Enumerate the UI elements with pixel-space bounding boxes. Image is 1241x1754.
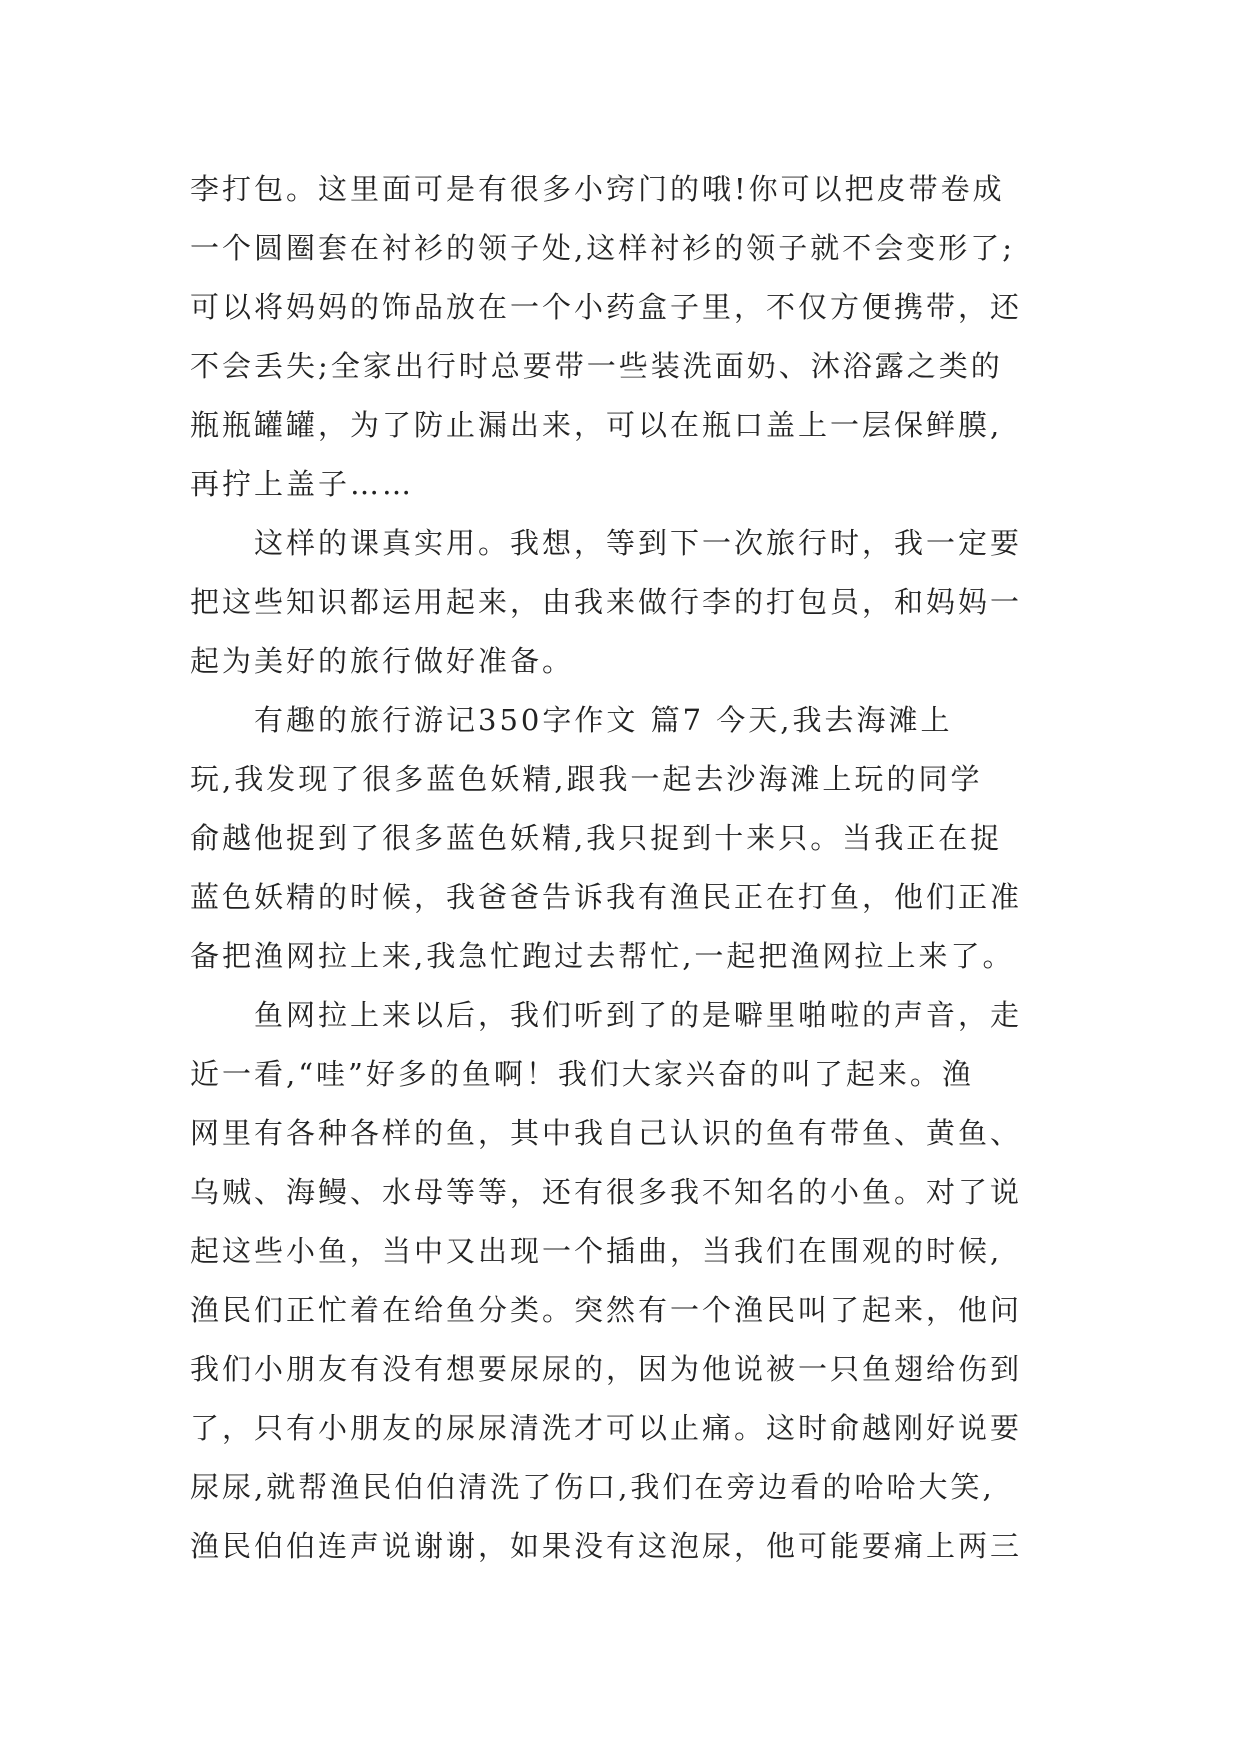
text-line: 不会丢失;全家出行时总要带一些装洗面奶、沐浴露之类的 <box>190 349 1003 383</box>
text-line: 尿尿,就帮渔民伯伯清洗了伤口,我们在旁边看的哈哈大笑, <box>190 1470 995 1504</box>
text-line: 李打包。这里面可是有很多小窍门的哦!你可以把皮带卷成 <box>190 172 1005 206</box>
text-line: 把这些知识都运用起来，由我来做行李的打包员，和妈妈一 <box>190 585 1023 619</box>
text-line: 了，只有小朋友的尿尿清洗才可以止痛。这时俞越刚好说要 <box>190 1411 1023 1445</box>
paragraph-start-line: 这样的课真实用。我想，等到下一次旅行时，我一定要 <box>254 526 1023 560</box>
text-line: 瓶瓶罐罐，为了防止漏出来，可以在瓶口盖上一层保鲜膜, <box>190 408 1003 442</box>
text-line: 我们小朋友有没有想要尿尿的，因为他说被一只鱼翅给伤到 <box>190 1352 1023 1386</box>
section-heading-line: 有趣的旅行游记350字作文 篇7 今天,我去海滩上 <box>254 703 953 737</box>
text-line: 起这些小鱼，当中又出现一个插曲，当我们在围观的时候, <box>190 1234 1003 1268</box>
text-line: 渔民们正忙着在给鱼分类。突然有一个渔民叫了起来，他问 <box>190 1293 1023 1327</box>
text-line: 网里有各种各样的鱼，其中我自己认识的鱼有带鱼、黄鱼、 <box>190 1116 1023 1150</box>
text-line: 可以将妈妈的饰品放在一个小药盒子里，不仅方便携带，还 <box>190 290 1023 324</box>
paragraph-start-line: 鱼网拉上来以后，我们听到了的是噼里啪啦的声音，走 <box>254 998 1023 1032</box>
text-line: 再拧上盖子…… <box>190 467 415 501</box>
text-line: 玩,我发现了很多蓝色妖精,跟我一起去沙海滩上玩的同学 <box>190 762 983 796</box>
text-line: 近一看,“哇”好多的鱼啊！我们大家兴奋的叫了起来。渔 <box>190 1057 974 1091</box>
body-text <box>190 160 1058 1576</box>
text-line: 蓝色妖精的时候，我爸爸告诉我有渔民正在打鱼，他们正准 <box>190 880 1023 914</box>
text-line: 渔民伯伯连声说谢谢，如果没有这泡尿，他可能要痛上两三 <box>190 1529 1023 1563</box>
text-line: 起为美好的旅行做好准备。 <box>190 644 575 678</box>
text-line: 俞越他捉到了很多蓝色妖精,我只捉到十来只。当我正在捉 <box>190 821 1003 855</box>
text-line: 备把渔网拉上来,我急忙跑过去帮忙,一起把渔网拉上来了。 <box>190 939 1015 973</box>
text-line: 一个圆圈套在衬衫的领子处,这样衬衫的领子就不会变形了; <box>190 231 1015 265</box>
text-line: 乌贼、海鳗、水母等等，还有很多我不知名的小鱼。对了说 <box>190 1175 1023 1209</box>
